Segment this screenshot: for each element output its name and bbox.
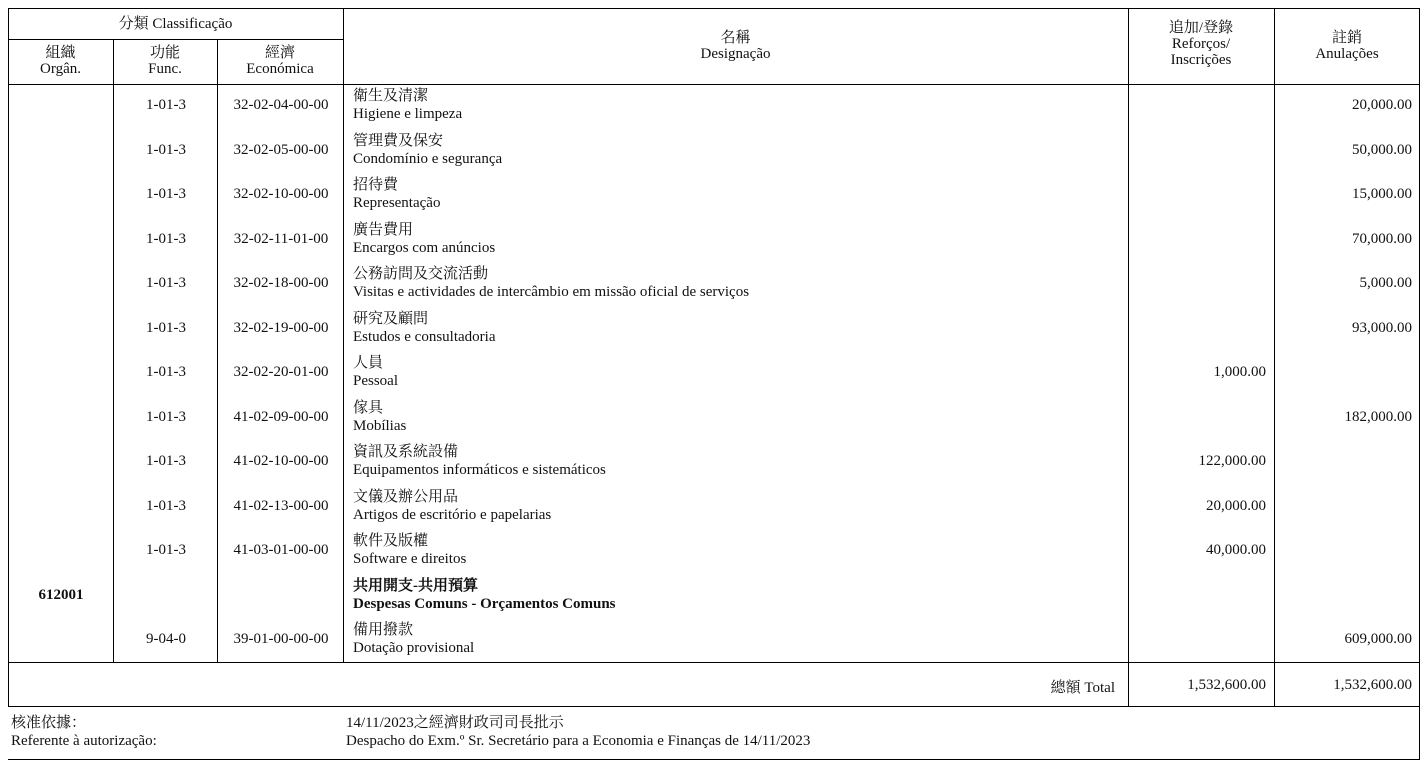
designation-pt: Software e direitos [353,551,467,567]
classification-divider [8,39,343,40]
row-designation [353,532,1123,568]
row-reinforcement: 1,000.00 [1213,364,1266,380]
row-economic-code: 39-01-00-00-00 [233,631,329,647]
authorization-text: 14/11/2023之經濟財政司司長批示 Despacho do Exm.º Sr. Secretário para a Economia e Finanças de 14/11/2023 [346,715,811,749]
designation-zh: 共用開支-共用預算 [353,577,478,594]
designation-pt: Condomínio e segurança [353,150,503,167]
row-economic-code: 41-03-01-00-00 [233,542,329,558]
designation-pt: Estudos e consultadoria [353,328,496,345]
designation-pt: Representação [353,195,441,211]
row-economic-code: 32-02-04-00-00 [233,97,329,113]
reinforcements-header: 追加/登錄 Reforços/ Inscrições [1168,20,1234,68]
row-designation [353,310,1123,346]
row-designation [353,443,1123,479]
total-reinforcements: 1,532,600.00 [1187,677,1266,693]
row-designation [353,265,1123,301]
functional-header: 功能 Func. [148,45,182,77]
row-economic-code: 32-02-05-00-00 [233,141,329,158]
row-functional-code: 1-01-3 [146,364,186,380]
designation-zh: 文儀及辦公用品 [353,488,459,505]
row-functional-code: 1-01-3 [146,97,186,113]
annulments-header: 註銷 Anulações [1315,30,1379,62]
row-annulment: 70,000.00 [1352,230,1412,247]
organic-header: 組織 Orgân. [40,45,81,77]
row-reinforcement: 40,000.00 [1206,542,1266,558]
row-designation [353,132,1123,168]
row-annulment: 609,000.00 [1344,631,1412,647]
row-functional-code: 1-01-3 [146,497,186,514]
designation-zh: 招待費 [353,177,399,193]
total-label: 總額 Total [1050,680,1115,696]
row-designation [353,221,1123,257]
designation-zh: 公務訪問及交流活動 [353,266,489,282]
right-border [1419,8,1420,760]
row-functional-code: 1-01-3 [146,408,186,425]
col-line-desig [1128,8,1129,707]
total-annulments: 1,532,600.00 [1333,677,1412,693]
designation-zh: 備用撥款 [353,622,414,638]
designation-pt: Higiene e limpeza [353,106,463,122]
row-functional-code: 9-04-0 [146,631,186,647]
group-organic-code: 612001 [38,586,84,603]
row-designation [353,399,1123,435]
designation-pt: Visitas e actividades de intercâmbio em missão oficial de serviços [353,284,750,300]
row-annulment: 20,000.00 [1352,97,1412,113]
row-functional-code: 1-01-3 [146,141,186,158]
row-annulment: 15,000.00 [1352,186,1412,202]
designation-zh: 衛生及清潔 [353,88,429,104]
row-functional-code: 1-01-3 [146,319,186,336]
row-functional-code: 1-01-3 [146,453,186,469]
col-line-func [217,39,218,663]
budget-table [8,8,1420,760]
row-annulment: 182,000.00 [1344,408,1412,425]
total-bottom-line [8,706,1420,707]
row-functional-code: 1-01-3 [146,542,186,558]
designation-header: 名稱 Designação [700,30,771,62]
designation-zh: 研究及顧問 [353,310,429,327]
row-economic-code: 41-02-09-00-00 [233,408,329,425]
row-annulment: 5,000.00 [1359,275,1412,291]
row-economic-code: 32-02-18-00-00 [233,275,329,291]
designation-pt: Mobílias [353,417,407,434]
col-line-org [113,39,114,663]
designation-zh: 資訊及系統設備 [353,444,459,460]
designation-zh: 人員 [353,355,384,371]
row-economic-code: 41-02-13-00-00 [233,497,329,514]
designation-zh: 管理費及保安 [353,132,444,149]
designation-pt: Dotação provisional [353,640,475,656]
table-border-top [8,8,1420,9]
row-designation [353,176,1123,212]
body-bottom-line [8,662,1420,663]
row-economic-code: 32-02-19-00-00 [233,319,329,336]
designation-pt: Encargos com anúncios [353,239,496,256]
authorization-label: 核准依據： Referente à autorização: [11,715,157,749]
row-designation [353,87,1123,123]
row-designation [353,488,1123,524]
designation-zh: 傢具 [353,399,384,416]
row-annulment: 93,000.00 [1352,319,1412,336]
row-economic-code: 32-02-11-01-00 [233,230,329,247]
classification-header: 分類 Classificação [118,16,233,32]
row-economic-code: 32-02-10-00-00 [233,186,329,202]
designation-zh: 廣告費用 [353,221,414,238]
row-economic-code: 32-02-20-01-00 [233,364,329,380]
header-bottom-line [8,84,1420,85]
designation-pt: Artigos de escritório e papelarias [353,506,552,523]
row-functional-code: 1-01-3 [146,230,186,247]
designation-pt: Pessoal [353,373,398,389]
economic-header: 經濟 Económica [246,45,314,77]
designation-zh: 軟件及版權 [353,533,429,549]
row-designation [353,354,1123,390]
row-functional-code: 1-01-3 [146,186,186,202]
designation-pt: Despesas Comuns - Orçamentos Comuns [353,595,616,612]
row-designation [353,621,1123,657]
row-economic-code: 41-02-10-00-00 [233,453,329,469]
group-designation [353,577,1123,613]
row-reinforcement: 122,000.00 [1198,453,1266,469]
row-functional-code: 1-01-3 [146,275,186,291]
row-annulment: 50,000.00 [1352,141,1412,158]
table-border-bottom [8,759,1420,760]
row-reinforcement: 20,000.00 [1206,497,1266,514]
designation-pt: Equipamentos informáticos e sistemáticos [353,462,606,478]
